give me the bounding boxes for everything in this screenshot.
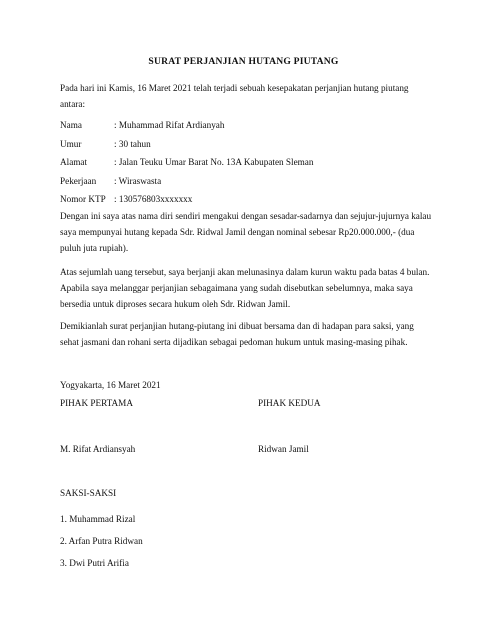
identity-row: [60, 116, 313, 135]
witness-item: 2. Arfan Putra Ridwan: [60, 536, 143, 546]
party-2-label: PIHAK KEDUA: [258, 398, 321, 408]
identity-label: Pekerjaan: [60, 175, 97, 186]
witness-item: 1. Muhammad Rizal: [60, 514, 136, 524]
witness-title: SAKSI-SAKSI: [60, 488, 117, 498]
identity-value: : Wiraswasta: [114, 175, 162, 186]
witness-item: 3. Dwi Putri Arifia: [60, 558, 129, 568]
identity-value: : Muhammad Rifat Ardianyah: [114, 120, 225, 130]
identity-value: : 130576803xxxxxxx: [114, 194, 193, 204]
identity-label: Nomor KTP: [60, 194, 106, 204]
repayment-promise-paragraph: Atas sejumlah uang tersebut, saya berjanji akan melunasinya dalam kurun waktu pada batas 4 bulan. Apabila saya melanggar perjanjian sebagaimana yang sudah disebutkan sebelumnya, maka saya bersedia untuk diproses secara hukum oleh Sdr. Ridwan Jamil.: [60, 267, 430, 309]
identity-row: [60, 190, 313, 209]
intro-paragraph: Pada hari ini Kamis, 16 Maret 2021 telah terjadi sebuah kesepakatan perjanjian hutang piutang antara:: [60, 83, 409, 109]
party-2-name: Ridwan Jamil: [258, 444, 309, 454]
document-title: SURAT PERJANJIAN HUTANG PIUTANG: [148, 56, 339, 67]
party-1-label: PIHAK PERTAMA: [60, 398, 133, 408]
identity-label: Alamat: [60, 157, 88, 167]
debt-acknowledgement-paragraph: Dengan ini saya atas nama diri sendiri mengakui dengan sesadar-sadarnya dan sejujur-jujurnya kalau saya mempunyai hutang kepada Sdr. Ridwal Jamil dengan nominal sebesar Rp20.000.000,- (dua puluh juta rupiah).: [60, 211, 432, 253]
closing-paragraph: Demikianlah surat perjanjian hutang-piutang ini dibuat bersama dan di hadapan para saksi, yang sehat jasmani dan rohani serta dijadikan sebagai pedoman hukum untuk masing-masing pihak.: [60, 321, 414, 347]
identity-row: [60, 153, 313, 172]
identity-row: [60, 172, 313, 191]
identity-label: Nama: [60, 120, 82, 130]
identity-value: : Jalan Teuku Umar Barat No. 13A Kabupaten Sleman: [114, 157, 314, 167]
place-date: Yogyakarta, 16 Maret 2021: [60, 380, 161, 390]
identity-label: Umur: [60, 138, 82, 149]
party-1-name: M. Rifat Ardiansyah: [60, 444, 136, 454]
identity-table: [60, 116, 313, 209]
identity-value: : 30 tahun: [114, 138, 151, 149]
identity-row: [60, 135, 313, 154]
